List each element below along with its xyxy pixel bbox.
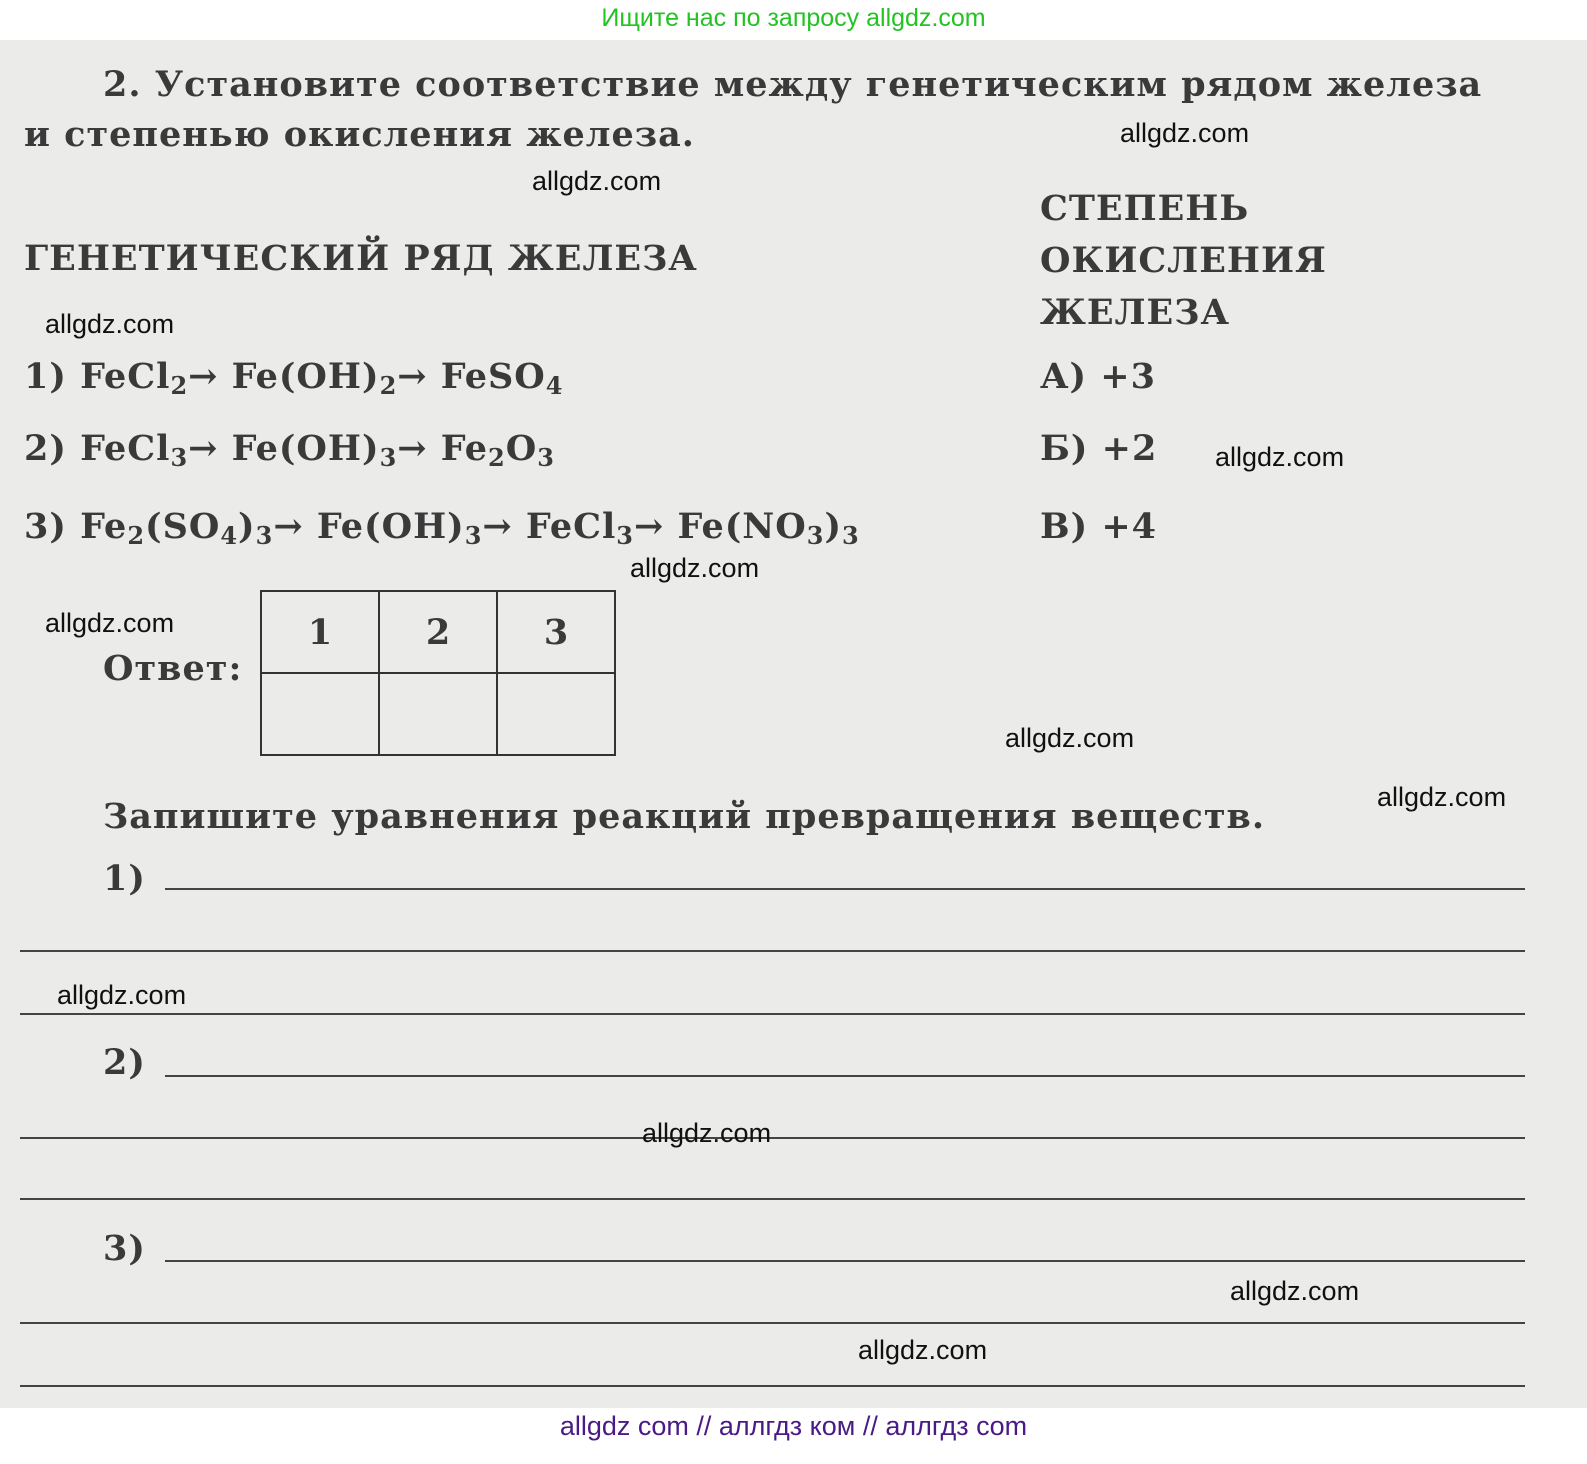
watermark: allgdz.com <box>1120 118 1250 148</box>
formula-subscript: 3 <box>464 521 483 550</box>
option-c: В) +4 <box>1040 506 1158 547</box>
formula-subscript: 3 <box>537 443 555 472</box>
formula-text: 2) FeCl <box>24 428 171 469</box>
formula-subscript: 3 <box>379 443 398 472</box>
formula-text: → Fe(OH) <box>188 428 380 469</box>
right-header-1: СТЕПЕНЬ <box>1040 188 1250 229</box>
watermark: allgdz.com <box>1230 1276 1360 1306</box>
answer-line[interactable] <box>20 1198 1525 1200</box>
formula-text: ) <box>824 506 843 547</box>
answer-cell-3[interactable] <box>497 673 615 755</box>
top-banner <box>0 0 1587 40</box>
answer-cell-2[interactable] <box>379 673 497 755</box>
formula-subscript: 3 <box>255 521 274 550</box>
watermark: allgdz.com <box>858 1335 988 1365</box>
answer-header-2: 2 <box>379 591 497 673</box>
option-b: Б) +2 <box>1040 428 1158 469</box>
answer-header-3: 3 <box>497 591 615 673</box>
equation-label-3: 3) <box>103 1228 146 1269</box>
formula-text: → Fe(OH) <box>273 506 465 547</box>
watermark: allgdz.com <box>1377 782 1507 812</box>
answer-line[interactable] <box>20 1385 1525 1387</box>
watermark: allgdz.com <box>642 1118 772 1148</box>
watermark: allgdz.com <box>532 166 662 196</box>
formula-subscript: 2 <box>127 521 146 550</box>
formula-subscript: 4 <box>220 521 239 550</box>
right-header-3: ЖЕЛЕЗА <box>1040 292 1230 333</box>
formula-text: O <box>505 428 538 469</box>
answer-line[interactable] <box>20 1137 1525 1139</box>
formula-text: → FeCl <box>482 506 617 547</box>
series-item-2 <box>24 428 555 472</box>
formula-text: → Fe <box>397 428 488 469</box>
formula-text: (SO <box>145 506 221 547</box>
formula-subscript: 3 <box>170 443 189 472</box>
formula-text: → FeSO <box>397 356 546 397</box>
formula-subscript: 3 <box>842 521 860 550</box>
banner-text: Ищите нас по запросу allgdz.com <box>601 4 986 32</box>
answer-line[interactable] <box>20 1013 1525 1015</box>
answer-line[interactable] <box>165 888 1525 890</box>
equation-label-2: 2) <box>103 1042 146 1083</box>
answer-cell-1[interactable] <box>261 673 379 755</box>
answer-table <box>260 590 616 756</box>
formula-text: → Fe(NO <box>634 506 807 547</box>
formula-subscript: 3 <box>806 521 825 550</box>
formula-text: → Fe(OH) <box>188 356 380 397</box>
watermark: allgdz.com <box>630 553 760 583</box>
formula-text: ) <box>238 506 256 547</box>
formula-subscript: 2 <box>170 371 189 400</box>
series-item-3 <box>24 506 860 550</box>
series-item-1 <box>24 356 563 400</box>
equations-title: Запишите уравнения реакций превращения веществ. <box>103 796 1266 837</box>
watermark: allgdz.com <box>57 980 187 1010</box>
formula-subscript: 2 <box>487 443 506 472</box>
answer-line[interactable] <box>20 1322 1525 1324</box>
right-header-2: ОКИСЛЕНИЯ <box>1040 240 1327 281</box>
formula-subscript: 3 <box>616 521 634 550</box>
answer-label: Ответ: <box>103 648 243 689</box>
task-line-1: 2. Установите соответствие между генетическим рядом железа <box>103 64 1483 105</box>
answer-line[interactable] <box>20 950 1525 952</box>
watermark: allgdz.com <box>1215 442 1345 472</box>
formula-text: 1) FeCl <box>24 356 171 397</box>
watermark: allgdz.com <box>45 608 175 638</box>
watermark: allgdz.com <box>1005 723 1135 753</box>
answer-line[interactable] <box>165 1260 1525 1262</box>
formula-subscript: 4 <box>545 371 564 400</box>
left-header: ГЕНЕТИЧЕСКИЙ РЯД ЖЕЛЕЗА <box>24 238 698 279</box>
formula-subscript: 2 <box>379 371 398 400</box>
footer-text: allgdz com // аллгдз ком // аллгдз com <box>559 1411 1028 1441</box>
option-a: А) +3 <box>1040 356 1156 397</box>
watermark: allgdz.com <box>45 309 175 339</box>
task-line-2: и степенью окисления железа. <box>24 114 695 155</box>
equation-label-1: 1) <box>103 858 146 899</box>
formula-text: 3) Fe <box>24 506 128 547</box>
answer-header-1: 1 <box>261 591 379 673</box>
bottom-banner <box>0 1408 1587 1464</box>
answer-line[interactable] <box>165 1075 1525 1077</box>
